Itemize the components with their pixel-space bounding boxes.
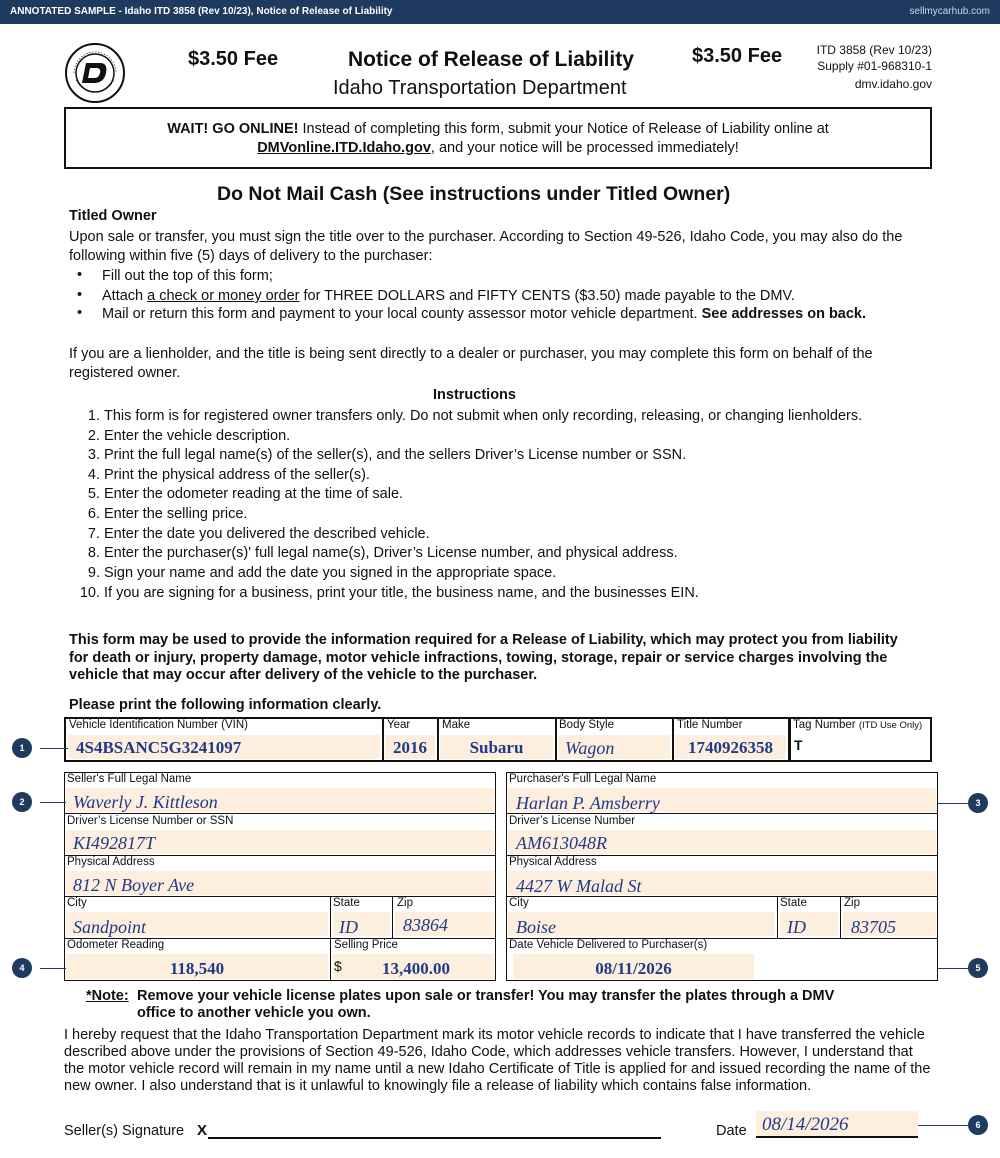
purchaser-dl-value: AM613048R [516,833,607,853]
annotation-banner [0,0,1000,24]
marker-connector [938,803,968,804]
seller-dl-value: KI492817T [73,833,156,853]
fee-left: $3.50 Fee [188,48,279,70]
divider [788,718,791,761]
annotation-marker-5: 5 [968,958,988,978]
print-clearly: Please print the following information clearly. [69,697,382,713]
instruction-item: 7. Enter the date you delivered the described vehicle. [87,526,430,542]
form-identifier [817,42,932,92]
divider [555,718,557,761]
instructions-heading: Instructions [433,387,516,403]
divider [382,718,384,761]
seller-city-value: Sandpoint [73,917,147,937]
seller-zip-label: Zip [397,897,413,909]
divider [437,718,439,761]
instruction-item: 3. Print the full legal name(s) of the seller(s), and the sellers Driver’s License number or SSN. [87,447,687,463]
purchaser-city-label: City [509,897,529,909]
instruction-item: 5. Enter the odometer reading at the time of sale. [87,486,404,502]
instruction-item: 9. Sign your name and add the date you signed in the appropriate space. [87,565,557,581]
no-cash-heading: Do Not Mail Cash (See instructions under Titled Owner) [217,183,731,205]
bullet-attach-payment [102,287,872,305]
bullet2-underlined: a check or money order [147,288,300,304]
bullet-icon: • [77,267,83,283]
purchaser-zip-label: Zip [844,897,860,909]
make-value: Subaru [469,738,524,757]
release-statement: This form may be used to provide the information required for a Release of Liability, which may protect you from liability for death or injury, property damage, motor vehicle infractions, towing, storage, repair or service charges involving the vehicle that may occur after delivery of the vehicle to the purchaser. [69,632,898,683]
instruction-item: 6. Enter the selling price. [87,506,248,522]
divider [840,896,841,938]
note-text: Remove your vehicle license plates upon sale or transfer! You may transfer the plates through a DMV [137,988,835,1004]
titled-owner-intro: Upon sale or transfer, you must sign the title over to the purchaser. According to Section 49-526, Idaho Code, you may also do the following within five (5) days of delivery to the purchaser: [69,229,903,264]
annotation-marker-1: 1 [12,738,32,758]
divider [330,896,331,981]
purchaser-state-value: ID [787,917,806,937]
instruction-item: 10. If you are signing for a business, print your title, the business name, and the businesses EIN. [79,585,699,601]
divider [64,896,496,897]
signature-line[interactable] [208,1137,661,1139]
lienholder-text: If you are a lienholder, and the title is being sent directly to a dealer or purchaser, you may complete this form on behalf of the registered owner. [69,346,873,381]
vin-label: Vehicle Identification Number (VIN) [69,719,248,731]
odometer-value: 118,540 [169,959,225,978]
year-value: 2016 [393,738,427,757]
form-id: ITD 3858 (Rev 10/23) [816,43,932,57]
purchaser-address-label: Physical Address [509,856,597,868]
selling-price-label: Selling Price [334,939,398,951]
department-name: Idaho Transportation Department [333,77,627,99]
annotation-marker-2: 2 [12,792,32,812]
marker-connector [40,748,68,749]
online-lead: WAIT! GO ONLINE! [167,121,299,137]
bullet2-pre: Attach [102,288,148,304]
date-label: Date [716,1123,747,1139]
annotation-marker-4: 4 [12,958,32,978]
body-style-value: Wagon [565,738,615,758]
itd-seal-logo [64,42,126,104]
purchaser-dl-label: Driver’s License Number [509,815,636,827]
titled-owner-heading: Titled Owner [69,208,157,224]
purchaser-state-label: State [780,897,807,909]
online-notice-box [64,107,932,169]
instruction-item: 1. This form is for registered owner transfers only. Do not submit when only recording, releasing, or changing lienholders. [87,408,863,424]
certification-text: I hereby request that the Idaho Transportation Department mark its motor vehicle records to indicate that I have transferred the vehicle described above under the provisions of Section 49-526, Idaho Code, which addresses vehicle transfers. However, I understand that the motor vehicle record will remain in my name until a new Idaho Certificate of Title is applied for and issued recording the name of the new owner. I also understand that is it unlawful to knowingly file a release of liability which contains false information. [64,1027,931,1094]
delivery-date-label: Date Vehicle Delivered to Purchaser(s) [509,939,708,951]
instruction-item: 2. Enter the vehicle description. [87,428,291,444]
seller-address-value: 812 N Boyer Ave [73,875,195,895]
seller-address-label: Physical Address [67,856,155,868]
delivery-date-value: 08/11/2026 [595,959,672,978]
seller-state-label: State [333,897,360,909]
annotation-marker-6: 6 [968,1115,988,1135]
title-number-value: 1740926358 [688,738,773,757]
note-text-2: office to another vehicle you own. [137,1005,371,1021]
banner-title: ANNOTATED SAMPLE - Idaho ITD 3858 (Rev 10/23), Notice of Release of Liability [10,6,393,17]
purchaser-city-value: Boise [516,917,556,937]
note-label: *Note: [86,988,129,1004]
seller-state-value: ID [339,917,358,937]
marker-connector [40,802,66,803]
odometer-label: Odometer Reading [67,939,165,951]
annotation-marker-3: 3 [968,793,988,813]
seller-name-value: Waverly J. Kittleson [73,792,218,812]
title-number-label: Title Number [677,719,743,731]
instruction-item: 8. Enter the purchaser(s)' full legal name(s), Driver’s License number, and physical address. [87,545,678,561]
selling-price-value: 13,400.00 [382,959,450,978]
marker-connector [40,968,66,969]
year-label: Year [387,719,411,731]
purchaser-zip-value: 83705 [851,917,896,937]
bullet-icon: • [77,305,83,321]
supply-number: Supply #01-968310-1 [817,59,932,73]
marker-connector [918,1125,968,1126]
signature-x: X [197,1122,208,1139]
tag-number-label: Tag Number (ITD Use Only) [793,719,923,731]
divider [672,718,674,761]
make-label: Make [442,719,471,731]
bullet3-pre: Mail or return this form and payment to your local county assessor motor vehicle department. [102,306,702,322]
signature-date-value: 08/14/2026 [762,1114,849,1135]
bullet-mail-form [102,305,872,323]
bullet-fill-form: Fill out the top of this form; [102,268,273,284]
purchaser-name-value: Harlan P. Amsberry [516,793,660,813]
tag-number-value: T [794,737,803,753]
instruction-item: 4. Print the physical address of the seller(s). [87,467,370,483]
divider [64,813,496,814]
form-title: Notice of Release of Liability [348,48,634,71]
seller-name-label: Seller's Full Legal Name [67,773,192,785]
marker-connector [938,968,968,969]
divider [392,896,393,938]
date-line [756,1136,918,1138]
online-link[interactable]: DMVonline.ITD.Idaho.gov [257,140,431,156]
signature-label: Seller(s) Signature [64,1123,185,1139]
bullet2-post: for THREE DOLLARS and FIFTY CENTS ($3.50) made payable to the DMV. [299,288,795,304]
banner-site: sellmycarhub.com [909,6,990,17]
vin-value: 4S4BSANC5G3241097 [76,738,242,757]
bullet3-bold: See addresses on back. [701,306,867,322]
online-text: Instead of completing this form, submit your Notice of Release of Liability online at [298,121,829,137]
seller-city-label: City [67,897,87,909]
bullet-icon: • [77,287,83,303]
purchaser-address-value: 4427 W Malad St [516,876,642,896]
seller-dl-label: Driver’s License Number or SSN [67,815,234,827]
dmv-website: dmv.idaho.gov [854,77,932,91]
body-style-label: Body Style [559,719,614,731]
fee-right: $3.50 Fee [692,45,783,67]
seller-zip-value: 83864 [403,915,448,935]
purchaser-name-label: Purchaser's Full Legal Name [509,773,657,785]
dollar-sign: $ [334,958,342,974]
online-tail: , and your notice will be processed immediately! [430,140,739,156]
divider [777,896,778,938]
